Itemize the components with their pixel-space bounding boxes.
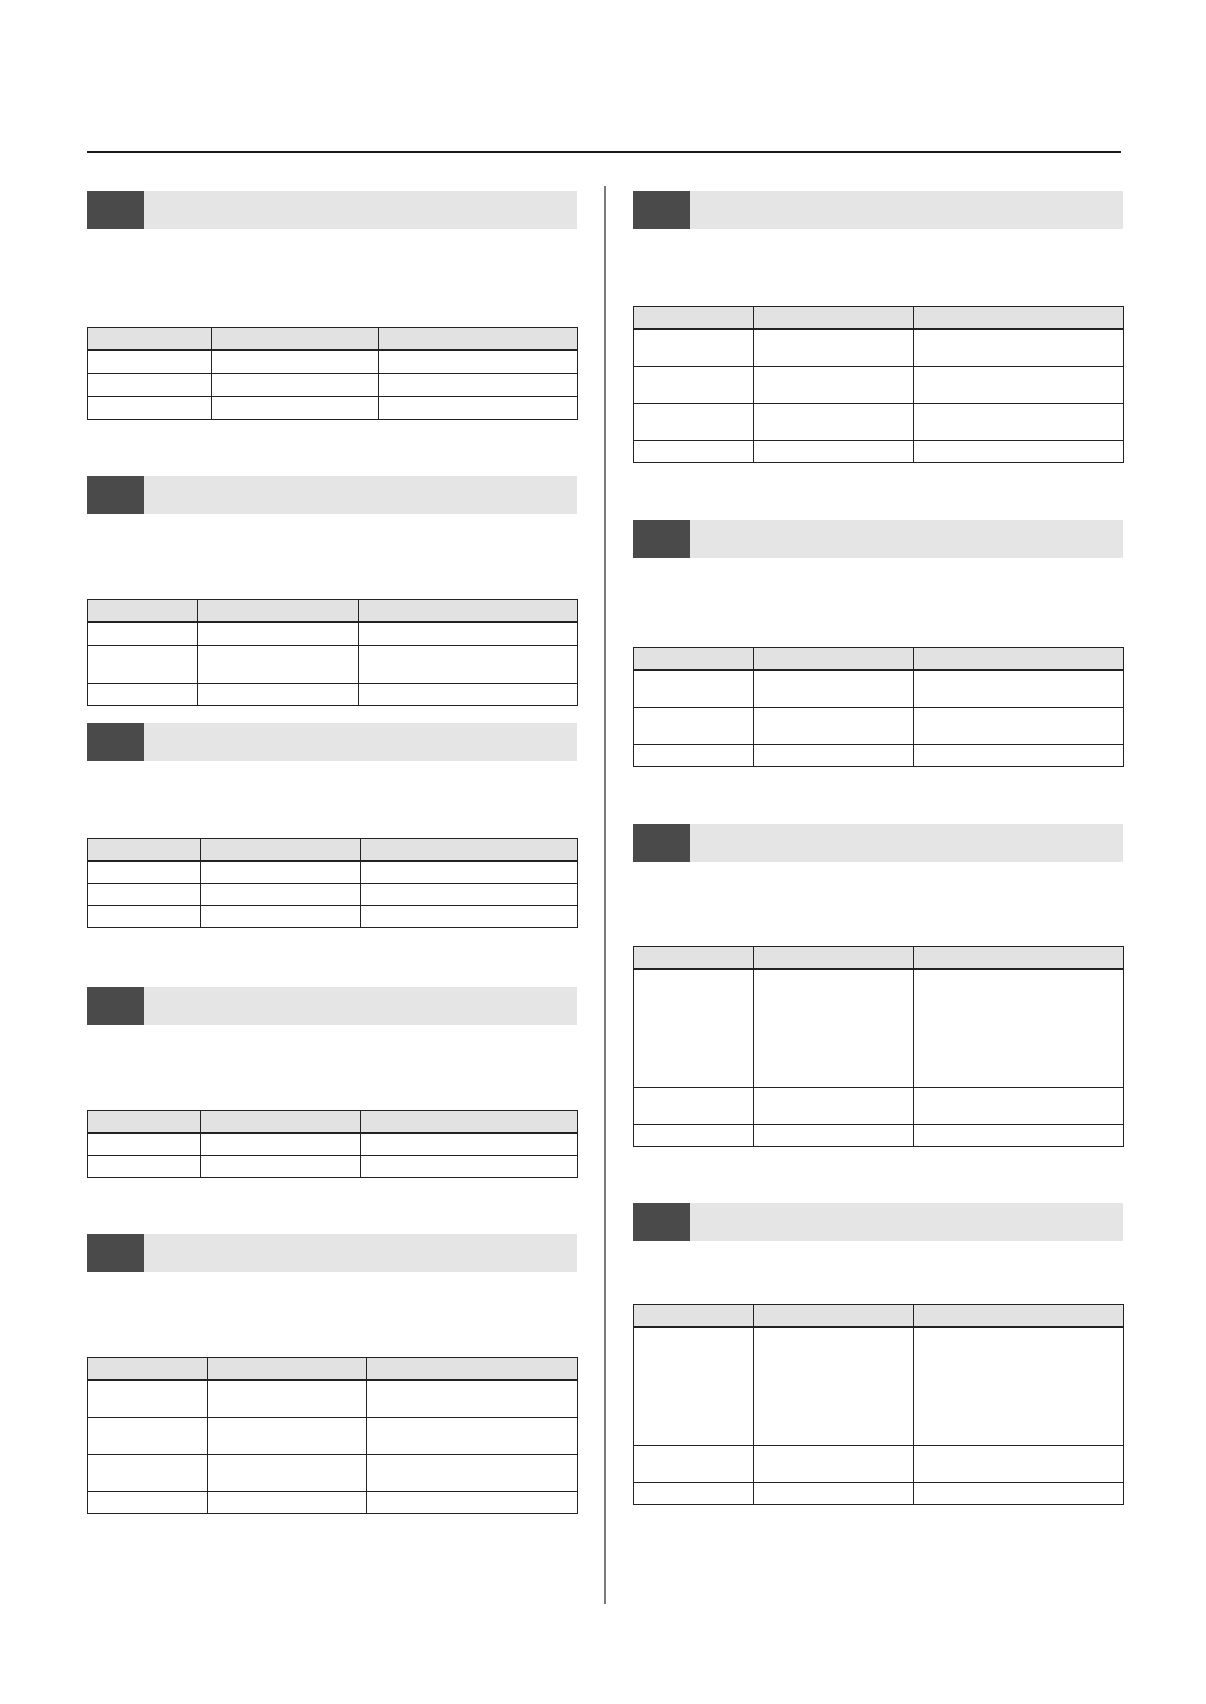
table-row [634,1124,1124,1146]
column-header [201,1111,361,1134]
column-header [88,328,212,351]
table-cell [367,1454,578,1491]
section-title [144,1234,577,1272]
section-number-block [87,723,144,761]
table-cell [198,622,359,645]
table-cell [634,1327,754,1445]
table-cell [914,1445,1124,1482]
section-header [87,987,577,1025]
table-row [88,1417,578,1454]
table-cell [914,1087,1124,1124]
column-header [914,947,1124,970]
table-cell [754,969,914,1087]
table-row [634,670,1124,707]
table-cell [914,707,1124,744]
table-row [88,1454,578,1491]
table-cell [201,1133,361,1155]
table-cell [914,670,1124,707]
table-cell [914,744,1124,766]
column-header [88,1111,201,1134]
table-cell [208,1491,367,1513]
column-header [201,839,361,862]
table-cell [634,707,754,744]
section-number-block [87,476,144,514]
page-header-rule [87,151,1121,153]
table-cell [754,1482,914,1504]
section-number-block [87,191,144,229]
column-header [634,307,754,330]
section-title [144,191,577,229]
table-cell [359,645,578,683]
table-cell [361,861,578,883]
column-header [634,1305,754,1328]
column-header [634,947,754,970]
column-header [914,1305,1124,1328]
column-header [379,328,578,351]
table-row [88,1491,578,1513]
column-header [361,1111,578,1134]
table-cell [634,969,754,1087]
spec-table [633,306,1124,463]
table-cell [88,1380,208,1417]
table-cell [914,1124,1124,1146]
table-row [88,373,578,396]
section-title [690,191,1123,229]
spec-table [633,1304,1124,1505]
table-cell [208,1454,367,1491]
table-cell [88,683,198,705]
column-header [198,600,359,623]
table-cell [201,1155,361,1177]
column-divider [604,186,606,1604]
spec-table [87,1110,578,1178]
table-cell [88,1491,208,1513]
table-cell [754,670,914,707]
table-cell [914,1327,1124,1445]
spec-table [87,599,578,706]
table-row [88,350,578,373]
section-title [144,476,577,514]
table-cell [88,350,212,373]
column-header [634,648,754,671]
table-row [88,622,578,645]
table-cell [754,1327,914,1445]
column-header [914,307,1124,330]
table-row [634,707,1124,744]
table-row [634,366,1124,403]
table-cell [212,350,379,373]
table-row [634,1482,1124,1504]
table-row [88,883,578,905]
column-header [754,648,914,671]
section-number-block [87,1234,144,1272]
column-header [367,1358,578,1381]
table-cell [634,1124,754,1146]
table-cell [88,883,201,905]
section-number-block [87,987,144,1025]
table-cell [367,1491,578,1513]
table-cell [634,403,754,440]
table-cell [634,440,754,462]
table-row [88,396,578,419]
column-header [88,1358,208,1381]
table-cell [754,1445,914,1482]
table-cell [88,905,201,927]
section-header [87,191,577,229]
table-row [634,1327,1124,1445]
table-row [88,905,578,927]
column-header [361,839,578,862]
table-row [88,683,578,705]
table-cell [914,1482,1124,1504]
table-row [88,861,578,883]
table-cell [198,683,359,705]
table-row [634,1445,1124,1482]
table-cell [754,366,914,403]
column-header [208,1358,367,1381]
section-header [633,1203,1123,1241]
table-cell [88,396,212,419]
table-cell [634,1445,754,1482]
table-cell [914,969,1124,1087]
table-row [634,403,1124,440]
table-cell [914,366,1124,403]
section-header [87,723,577,761]
table-cell [754,707,914,744]
table-cell [212,396,379,419]
table-cell [379,373,578,396]
table-cell [359,622,578,645]
section-header [87,476,577,514]
spec-table [87,327,578,420]
table-cell [88,373,212,396]
section-title [690,824,1123,862]
table-row [88,645,578,683]
table-cell [361,1155,578,1177]
spec-table [87,838,578,928]
table-cell [88,1454,208,1491]
table-cell [634,1087,754,1124]
table-row [634,440,1124,462]
table-row [634,1087,1124,1124]
table-cell [88,1155,201,1177]
table-cell [88,1133,201,1155]
column-header [914,648,1124,671]
spec-table [633,647,1124,767]
section-title [144,987,577,1025]
table-cell [201,905,361,927]
section-header [633,824,1123,862]
table-cell [208,1380,367,1417]
table-cell [201,861,361,883]
spec-table [87,1357,578,1514]
table-cell [914,440,1124,462]
table-row [88,1155,578,1177]
table-cell [754,744,914,766]
table-cell [754,440,914,462]
section-title [690,520,1123,558]
table-cell [754,1087,914,1124]
table-cell [212,373,379,396]
table-cell [379,350,578,373]
section-header [633,191,1123,229]
column-header [212,328,379,351]
table-cell [88,645,198,683]
table-cell [88,1417,208,1454]
table-row [634,969,1124,1087]
table-cell [361,1133,578,1155]
table-cell [634,670,754,707]
section-title [690,1203,1123,1241]
table-cell [198,645,359,683]
section-number-block [633,824,690,862]
column-header [754,307,914,330]
table-row [634,744,1124,766]
table-cell [754,329,914,366]
table-row [88,1380,578,1417]
table-cell [754,403,914,440]
table-cell [914,329,1124,366]
table-cell [754,1124,914,1146]
table-cell [201,883,361,905]
table-cell [367,1417,578,1454]
table-cell [634,744,754,766]
table-cell [379,396,578,419]
table-cell [359,683,578,705]
table-cell [361,883,578,905]
table-cell [914,403,1124,440]
section-title [144,723,577,761]
column-header [754,947,914,970]
table-cell [208,1417,367,1454]
column-header [88,600,198,623]
section-header [87,1234,577,1272]
section-number-block [633,191,690,229]
section-number-block [633,1203,690,1241]
column-header [359,600,578,623]
column-header [754,1305,914,1328]
section-number-block [633,520,690,558]
table-cell [88,861,201,883]
table-cell [634,366,754,403]
spec-table [633,946,1124,1147]
table-row [88,1133,578,1155]
table-row [634,329,1124,366]
column-header [88,839,201,862]
table-cell [88,622,198,645]
table-cell [367,1380,578,1417]
section-header [633,520,1123,558]
table-cell [361,905,578,927]
table-cell [634,1482,754,1504]
table-cell [634,329,754,366]
